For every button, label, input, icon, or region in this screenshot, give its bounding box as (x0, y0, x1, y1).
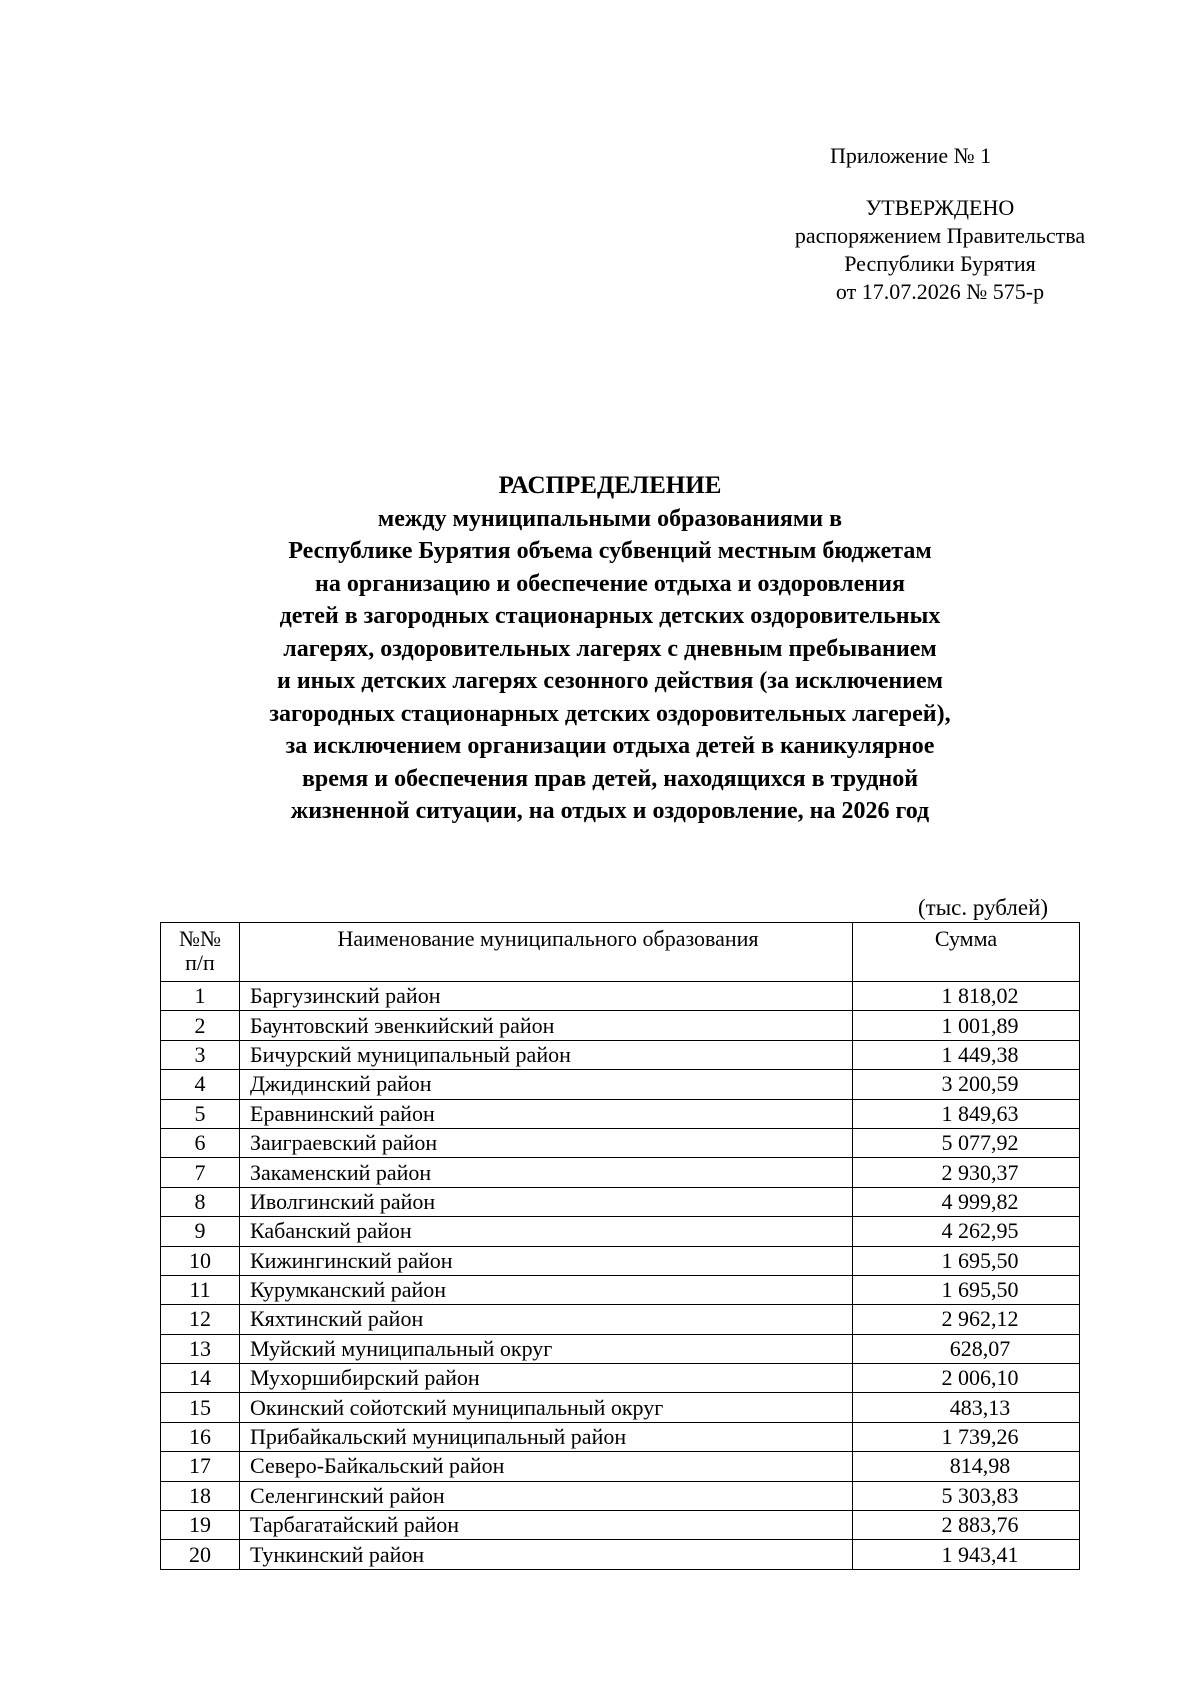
row-name: Кяхтинский район (240, 1305, 853, 1334)
row-number: 9 (161, 1217, 240, 1246)
table-row (161, 1011, 1080, 1040)
title-line: за исключением организации отдыха детей в каникулярное (285, 733, 935, 759)
table-row (161, 1364, 1080, 1393)
row-name: Северо-Байкальский район (240, 1452, 853, 1481)
title-line: и иных детских лагерях сезонного действия (за исключением (276, 668, 943, 694)
approval-stamp (740, 194, 1140, 306)
row-number: 3 (161, 1040, 240, 1069)
table-row (161, 1275, 1080, 1304)
row-name: Баргузинский район (240, 982, 853, 1011)
table-row (161, 982, 1080, 1011)
title-line: Республике Бурятия объема субвенций местным бюджетам (288, 538, 932, 564)
table-row (161, 1393, 1080, 1422)
title-line: лагерях, оздоровительных лагерях с дневным пребыванием (283, 635, 937, 662)
row-name: Тарбагатайский район (240, 1511, 853, 1540)
row-number: 19 (161, 1511, 240, 1540)
row-name: Тункинский район (240, 1540, 853, 1569)
row-sum: 1 818,02 (853, 982, 1080, 1011)
row-name: Еравнинский район (240, 1099, 853, 1128)
table-row (161, 1305, 1080, 1334)
table-row (161, 1452, 1080, 1481)
table-row (161, 1481, 1080, 1510)
row-sum: 1 449,38 (853, 1040, 1080, 1069)
row-name: Кижингинский район (240, 1246, 853, 1275)
approved-by-region: Республики Бурятия (844, 251, 1036, 276)
table-row (161, 1099, 1080, 1128)
table-row (161, 1540, 1080, 1569)
header-name: Наименование муниципального образования (240, 923, 853, 982)
row-sum: 4 999,82 (853, 1187, 1080, 1216)
row-number: 15 (161, 1393, 240, 1422)
table-row (161, 1422, 1080, 1451)
row-sum: 483,13 (853, 1393, 1080, 1422)
row-name: Бичурский муниципальный район (240, 1040, 853, 1069)
row-sum: 2 930,37 (853, 1158, 1080, 1187)
row-sum: 1 001,89 (853, 1011, 1080, 1040)
row-number: 11 (161, 1275, 240, 1304)
row-number: 8 (161, 1187, 240, 1216)
header-number-line2: п/п (185, 950, 215, 975)
header-number-line1: №№ (179, 926, 221, 951)
row-sum: 1 943,41 (853, 1540, 1080, 1569)
appendix-label: Приложение № 1 (830, 143, 992, 168)
title-line: детей в загородных стационарных детских оздоровительных (279, 603, 941, 629)
table-row (161, 1187, 1080, 1216)
title-line: на организацию и обеспечение отдыха и оздоровления (315, 570, 905, 597)
row-number: 14 (161, 1364, 240, 1393)
row-number: 12 (161, 1305, 240, 1334)
row-number: 2 (161, 1011, 240, 1040)
title-line: загородных стационарных детских оздоровительных лагерей), (269, 700, 951, 727)
header-number (161, 923, 240, 982)
header-sum: Сумма (853, 923, 1080, 982)
table-row (161, 1158, 1080, 1187)
row-name: Муйский муниципальный округ (240, 1334, 853, 1363)
row-name: Кабанский район (240, 1217, 853, 1246)
row-number: 16 (161, 1422, 240, 1451)
row-sum: 628,07 (853, 1334, 1080, 1363)
table-row (161, 1334, 1080, 1363)
row-name: Баунтовский эвенкийский район (240, 1011, 853, 1040)
row-name: Закаменский район (240, 1158, 853, 1187)
row-name: Прибайкальский муниципальный район (240, 1422, 853, 1451)
row-name: Курумканский район (240, 1275, 853, 1304)
title-line: время и обеспечения прав детей, находящихся в трудной (301, 765, 919, 792)
row-sum: 2 962,12 (853, 1305, 1080, 1334)
table-row (161, 1070, 1080, 1099)
table-row (161, 1246, 1080, 1275)
row-name: Джидинский район (240, 1070, 853, 1099)
title-line: жизненной ситуации, на отдых и оздоровление, на 2026 год (290, 798, 930, 824)
row-number: 4 (161, 1070, 240, 1099)
row-sum: 2 883,76 (853, 1511, 1080, 1540)
row-name: Иволгинский район (240, 1187, 853, 1216)
row-number: 1 (161, 982, 240, 1011)
row-number: 17 (161, 1452, 240, 1481)
row-sum: 1 695,50 (853, 1275, 1080, 1304)
row-sum: 2 006,10 (853, 1364, 1080, 1393)
row-name: Окинский сойотский муниципальный округ (240, 1393, 853, 1422)
row-name: Мухоршибирский район (240, 1364, 853, 1393)
table-row (161, 1128, 1080, 1157)
table-row (161, 1511, 1080, 1540)
document-title (160, 470, 1060, 828)
row-sum: 5 303,83 (853, 1481, 1080, 1510)
table-header-row (161, 923, 1080, 982)
row-sum: 814,98 (853, 1452, 1080, 1481)
row-sum: 5 077,92 (853, 1128, 1080, 1157)
row-sum: 1 849,63 (853, 1099, 1080, 1128)
unit-label: (тыс. рублей) (918, 895, 1049, 920)
table-row (161, 1040, 1080, 1069)
row-number: 10 (161, 1246, 240, 1275)
row-number: 6 (161, 1128, 240, 1157)
title-heading: РАСПРЕДЕЛЕНИЕ (498, 472, 722, 499)
row-name: Селенгинский район (240, 1481, 853, 1510)
approved-label: УТВЕРЖДЕНО (865, 195, 1015, 220)
row-number: 20 (161, 1540, 240, 1569)
row-number: 7 (161, 1158, 240, 1187)
table-row (161, 1217, 1080, 1246)
row-number: 13 (161, 1334, 240, 1363)
row-sum: 1 739,26 (853, 1422, 1080, 1451)
row-sum: 1 695,50 (853, 1246, 1080, 1275)
approval-date-number: от 17.07.2026 № 575-р (835, 279, 1045, 304)
approved-by-line: распоряжением Правительства (794, 223, 1086, 248)
title-line: между муниципальными образованиями в (377, 505, 843, 532)
row-name: Заиграевский район (240, 1128, 853, 1157)
row-number: 5 (161, 1099, 240, 1128)
row-number: 18 (161, 1481, 240, 1510)
distribution-table (160, 922, 1080, 1570)
row-sum: 3 200,59 (853, 1070, 1080, 1099)
row-sum: 4 262,95 (853, 1217, 1080, 1246)
